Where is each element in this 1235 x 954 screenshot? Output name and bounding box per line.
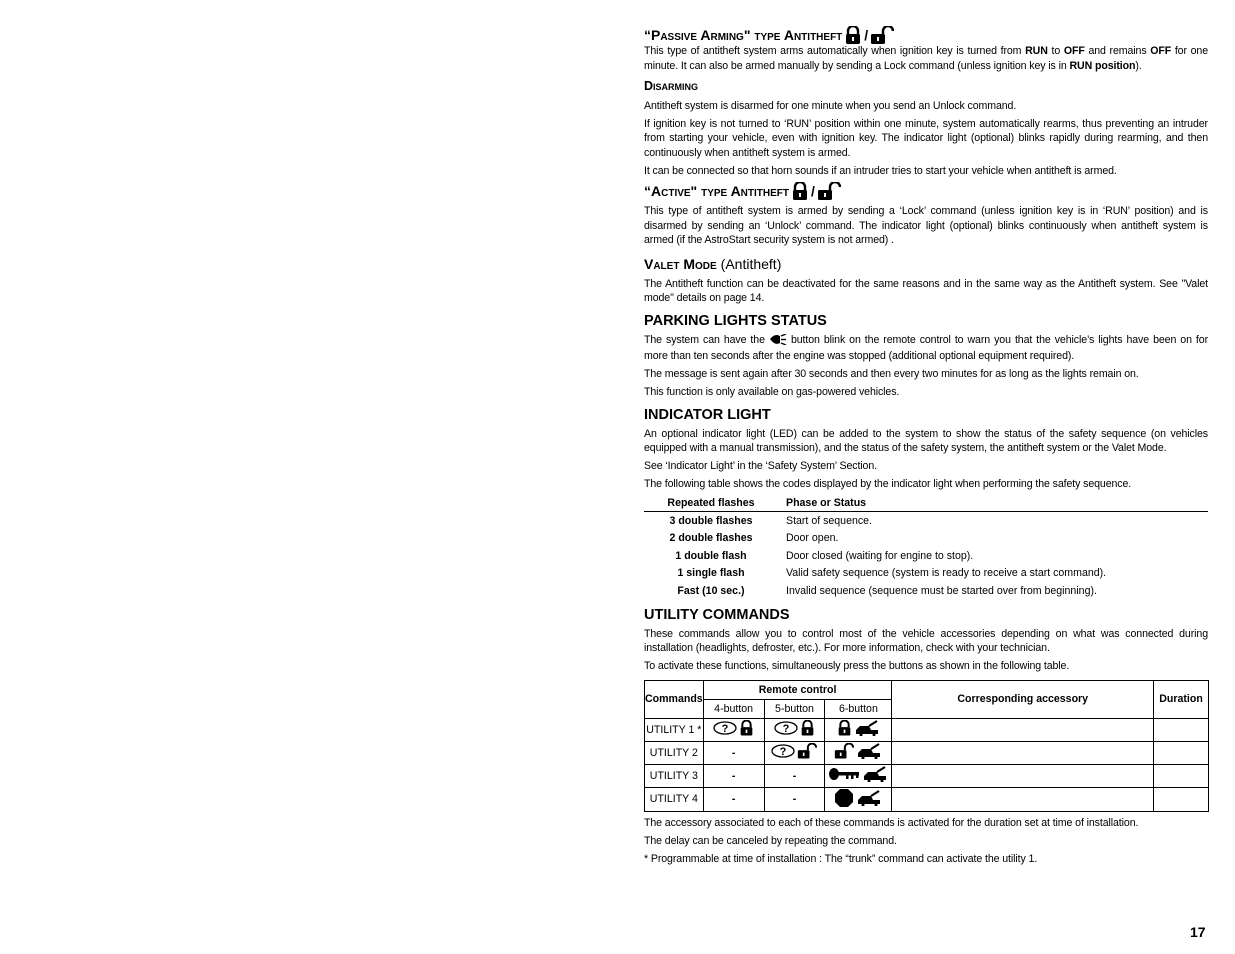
passive-title: “Passive Arming" type Antitheft: [644, 27, 843, 43]
parking-p3: This function is only available on gas-powered vehicles.: [644, 386, 900, 398]
accessory-cell: [892, 764, 1154, 787]
accessory-cell: [892, 718, 1154, 741]
unlock-icon: [834, 743, 854, 762]
utility-6button-cell: [825, 718, 892, 741]
active-paragraph: This type of antitheft system is armed by sending a ‘Lock’ command (unless ignition key is in ‘RUN’ position) and is disarmed by sending an ‘Unlock’ command. The indicator light (optional) blinks continuously when antitheft system is armed (if the AstroStart security system is not armed) .: [644, 205, 1208, 246]
slash: /: [864, 27, 869, 43]
utility-header-duration: Duration: [1154, 680, 1209, 718]
valet-title: Valet Mode: [644, 255, 717, 272]
flash-code: 1 single flash: [677, 567, 745, 579]
lock-icon: [844, 26, 862, 44]
utility-commands-table: [644, 680, 1209, 812]
lock-icon: [739, 720, 754, 739]
disarming-p3: It can be connected so that horn sounds if an intruder tries to start your vehicle when antitheft is armed.: [644, 164, 1117, 177]
unlock-icon: [817, 182, 841, 200]
utility-6button-cell: [825, 787, 892, 811]
indicator-p1: An optional indicator light (LED) can be added to the system to show the status of the safety sequence (on vehicles equipped with a manual transmission), and the status of the safety system, the antitheft system or the Valet Mode.: [644, 427, 1208, 454]
headlight-icon: [769, 334, 787, 350]
utility-4button-cell: -: [703, 787, 764, 811]
unlock-icon: [870, 26, 894, 44]
flash-header-repeated: Repeated flashes: [644, 495, 778, 512]
utility-header-6button: 6-button: [825, 699, 892, 718]
parking-p1: The system can have the button blink on the remote control to warn you that the vehicle’s lights have been on for more than ten seconds after the engine was stopped (additional optional equipment required).: [644, 333, 1208, 362]
utility-header-accessory: Corresponding accessory: [892, 680, 1154, 718]
indicator-light-heading: INDICATOR LIGHT: [644, 406, 771, 423]
valet-paragraph: The Antitheft function can be deactivated for the same reasons and in the same way as the Antitheft system. See "Valet mode" details on page 14.: [644, 277, 1208, 304]
flash-codes-table: [644, 495, 1208, 600]
table-row: [645, 787, 1209, 811]
utility-label: UTILITY 4: [645, 787, 704, 811]
indicator-p2: See ‘Indicator Light’ in the ‘Safety System’ Section.: [644, 460, 877, 472]
slash: /: [811, 183, 815, 199]
utility-p3: The accessory associated to each of these commands is activated for the duration set at time of installation.: [644, 816, 1139, 829]
utility-5button-cell: [764, 718, 825, 741]
disarming-p1: Antitheft system is disarmed for one minute when you send an Unlock command.: [644, 99, 1017, 112]
utility-4button-cell: [703, 718, 764, 741]
flash-header-phase: Phase or Status: [778, 495, 1208, 512]
page-column: [644, 26, 1208, 870]
utility-p1: These commands allow you to control most of the vehicle accessories depending on what was connected during installation (headlights, defroster, etc.). For more information, check with your technician.: [644, 627, 1208, 654]
valet-heading: [644, 255, 1208, 273]
utility-label: UTILITY 2: [645, 741, 704, 764]
table-row: [644, 565, 1208, 583]
utility-commands-heading: UTILITY COMMANDS: [644, 606, 790, 623]
page-number: 17: [1190, 924, 1206, 940]
utility-header-4button: 4-button: [703, 699, 764, 718]
disarming-heading: Disarming: [644, 78, 699, 93]
unlock-icon: [797, 743, 817, 762]
svg-text:?: ?: [721, 723, 729, 735]
lock-icon: [837, 720, 852, 739]
active-title: “Active" type Antitheft: [644, 183, 790, 199]
svg-text:?: ?: [782, 723, 790, 735]
duration-cell: [1154, 764, 1209, 787]
passive-antitheft-heading: [644, 26, 1208, 44]
accessory-cell: [892, 741, 1154, 764]
duration-cell: [1154, 741, 1209, 764]
svg-text:?: ?: [780, 746, 787, 758]
utility-p5: * Programmable at time of installation : The “trunk” command can activate the utility 1.: [644, 852, 1038, 865]
parking-lights-heading: PARKING LIGHTS STATUS: [644, 312, 827, 329]
flash-code: 2 double flashes: [669, 532, 753, 544]
table-row: [645, 741, 1209, 764]
key-icon: [828, 767, 860, 784]
utility-6button-cell: [825, 741, 892, 764]
utility-label: UTILITY 3: [645, 764, 704, 787]
flash-status: Door open.: [786, 532, 839, 544]
table-row: [644, 582, 1208, 600]
passive-paragraph: This type of antitheft system arms automatically when ignition key is turned from RUN to OFF and remains OFF for one minute. It can also be armed manually by sending a Lock command (unless ignition key is in RUN position).: [644, 45, 1208, 72]
utility-5button-cell: [764, 741, 825, 764]
valet-title-paren: (Antitheft): [720, 255, 782, 272]
disarming-p2: If ignition key is not turned to ‘RUN’ position within one minute, system automatically rearms, thus preventing an intruder from starting your vehicle, even with ignition key. The indicator light (optional) blinks rapidly during rearming, and then continuously when antitheft system is armed.: [644, 117, 1208, 159]
utility-header-commands: Commands: [645, 680, 704, 718]
utility-4button-cell: -: [703, 764, 764, 787]
utility-p4: The delay can be canceled by repeating the command.: [644, 834, 897, 847]
utility-p2: To activate these functions, simultaneously press the buttons as shown in the following table.: [644, 660, 1070, 672]
question-button-icon: [774, 721, 798, 738]
flash-status: Door closed (waiting for engine to stop).: [786, 549, 974, 562]
lock-icon: [800, 720, 815, 739]
utility-label: UTILITY 1 *: [645, 718, 704, 741]
utility-header-remote: Remote control: [703, 680, 892, 699]
table-row: [644, 512, 1208, 530]
indicator-p3: The following table shows the codes displayed by the indicator light when performing the safety sequence.: [644, 478, 1132, 490]
flash-code: Fast (10 sec.): [677, 584, 745, 597]
trunk-icon: [862, 766, 888, 785]
flash-status: Start of sequence.: [786, 514, 872, 527]
question-button-icon: [713, 721, 737, 738]
table-row: [644, 547, 1208, 565]
stop-octagon-icon: [834, 788, 854, 811]
parking-p2: The message is sent again after 30 seconds and then every two minutes for as long as the lights remain on.: [644, 368, 1139, 380]
utility-header-5button: 5-button: [764, 699, 825, 718]
duration-cell: [1154, 718, 1209, 741]
utility-4button-cell: -: [703, 741, 764, 764]
trunk-icon: [854, 720, 880, 739]
utility-5button-cell: -: [764, 787, 825, 811]
accessory-cell: [892, 787, 1154, 811]
flash-status: Valid safety sequence (system is ready to receive a start command).: [786, 567, 1107, 579]
lock-icon: [791, 182, 809, 200]
trunk-icon: [856, 790, 882, 809]
flash-status: Invalid sequence (sequence must be started over from beginning).: [786, 584, 1097, 597]
duration-cell: [1154, 787, 1209, 811]
trunk-icon: [856, 743, 882, 762]
utility-5button-cell: -: [764, 764, 825, 787]
utility-6button-cell: [825, 764, 892, 787]
flash-code: 3 double flashes: [669, 514, 753, 527]
table-row: [644, 530, 1208, 548]
table-row: [645, 764, 1209, 787]
active-antitheft-heading: [644, 182, 1208, 200]
flash-code: 1 double flash: [675, 549, 747, 562]
table-row: [645, 718, 1209, 741]
question-button-icon: [771, 744, 795, 761]
